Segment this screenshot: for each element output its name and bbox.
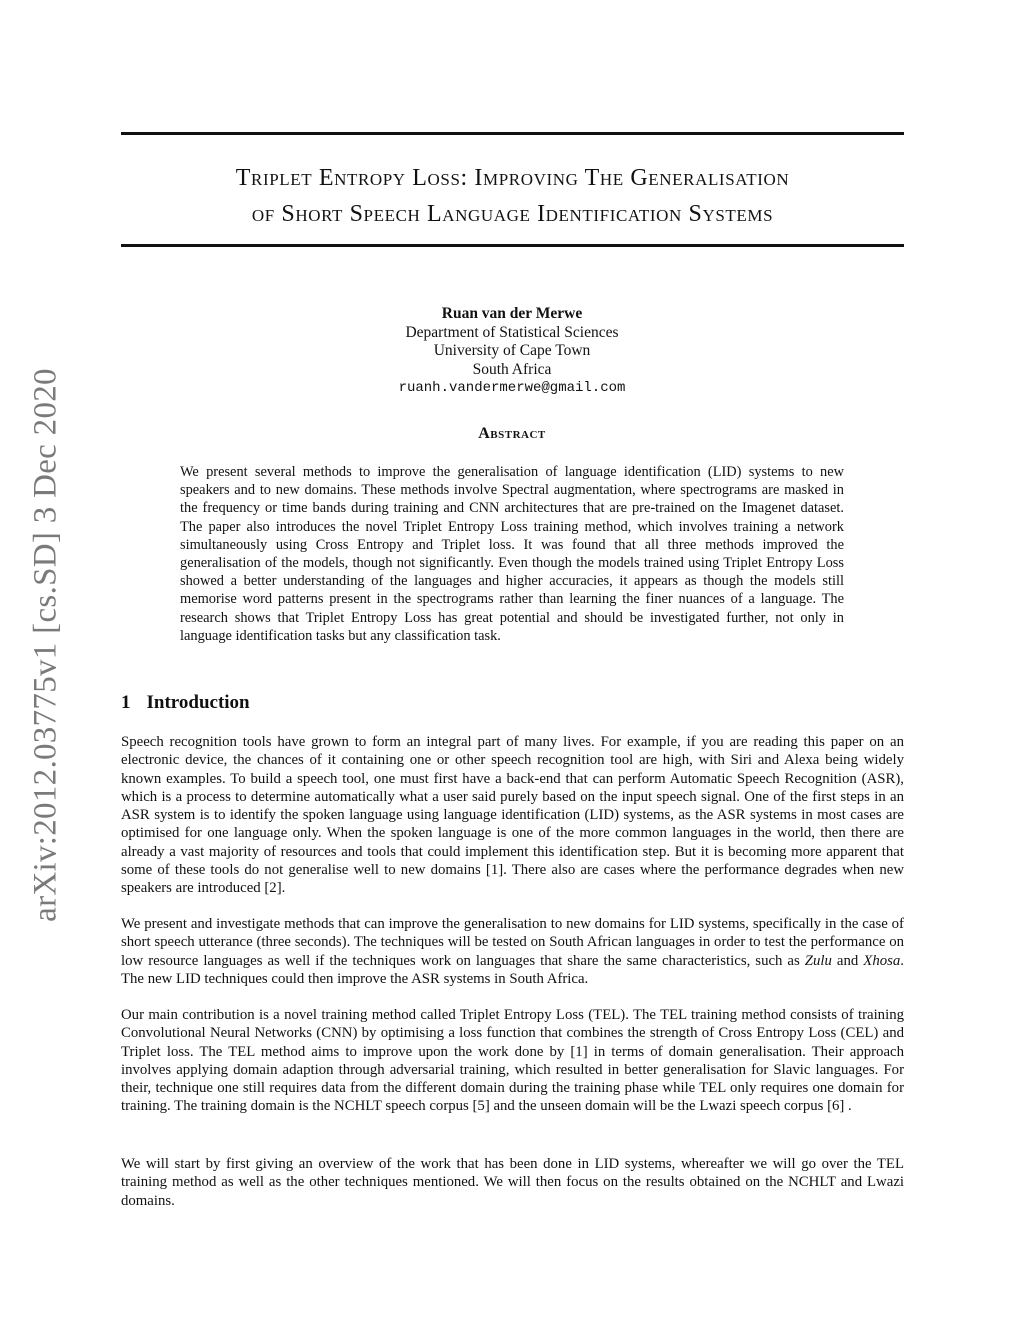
paper-title-line-1: Triplet Entropy Loss: Improving The Generalisation (235, 165, 790, 191)
abstract-heading: Abstract (478, 425, 546, 442)
section-title: Introduction (146, 692, 250, 713)
section-number: 1 (121, 692, 131, 713)
author-university: University of Cape Town (433, 342, 591, 359)
author-email[interactable]: ruanh.vandermerwe@gmail.com (398, 380, 626, 396)
intro-paragraph-1: Speech recognition tools have grown to form an integral part of many lives. For example, if you are reading this paper on an electronic device, the chances of it containing one or other speech recognition tool are high, with Siri and Alexa being widely known examples. To build a speech tool, one must first have a back-end that can perform Automatic Speech Recognition (ASR), which is a process to determine automatically what a user said purely based on the input speech signal. One of the first steps in an ASR system is to identify the spoken language using language identification (LID) systems, as the ASR systems in most cases are optimised for one language only. When the spoken language is one of the more common languages in the world, then there are already a vast majority of resources and tools that could implement this identification step. But it is becoming more apparent that some of these tools do not generalise well to new domains [1]. There also are cases where the performance degrades when new speakers are introduced [2]. (121, 734, 904, 897)
abstract-text: We present several methods to improve the generalisation of language identification (LID) systems to new speakers and to new domains. These methods involve Spectral augmentation, where spectrograms are masked in the frequency or time bands during training and CNN architectures that are pre-trained on the Imagenet dataset. The paper also introduces the novel Triplet Entropy Loss training method, which involves training a network simultaneously using Cross Entropy and Triplet loss. It was found that all three methods improved the generalisation of the models, though not significantly. Even though the models trained using Triplet Entropy Loss showed a better understanding of the languages and higher accuracies, it appears as though the models still memorise word patterns present in the spectrograms rather than learning the finer nuances of a language. The research shows that Triplet Entropy Loss has great potential and should be investigated further, not only in language identification tasks but any classification task. (180, 464, 844, 644)
title-top-rule (121, 132, 904, 135)
section-heading-introduction (121, 692, 250, 714)
title-bottom-rule (121, 244, 904, 247)
author-country: South Africa (472, 360, 552, 378)
arxiv-identifier-text: arXiv:2012.03775v1 [cs.SD] 3 Dec 2020 (27, 368, 64, 922)
author-name: Ruan van der Merwe (441, 305, 583, 322)
language-xhosa: Xhosa (863, 952, 901, 969)
author-department: Department of Statistical Sciences (405, 323, 619, 341)
language-zulu: Zulu (804, 952, 832, 969)
intro-paragraph-4: We will start by first giving an overview of the work that has been done in LID systems, whereafter we will go over the TEL training method as well as the other techniques mentioned. We will then focus on the results obtained on the NCHLT and Lwazi domains. (121, 1156, 904, 1209)
paper-title-line-2: of Short Speech Language Identification Systems (251, 201, 774, 227)
intro-paragraph-3: Our main contribution is a novel training method called Triplet Entropy Loss (TEL). The TEL training method consists of training Convolutional Neural Networks (CNN) by optimising a loss function that combines the strength of Cross Entropy Loss (CEL) and Triplet loss. The TEL method aims to improve upon the work done by [1] in terms of domain generalisation. Their approach involves applying domain adaption through adversarial training, which resulted in better generalisation for Slavic languages. For their, technique one still requires data from the different domain during the training phase while TEL only requires one domain for training. The training domain is the NCHLT speech corpus [5] and the unseen domain will be the Lwazi speech corpus [6] . (121, 1007, 904, 1115)
intro-paragraph-2-conjunction: and (831, 952, 864, 969)
paper-title (121, 160, 904, 232)
intro-paragraph-2 (121, 915, 904, 988)
intro-paragraph-2-part-a: We present and investigate methods that can improve the generalisation to new domains for LID systems, specifically in the case of short speech utterance (three seconds). The techniques will be tested on South African languages in order to test the performance on low resource languages as well if the techniques work on languages that share the same characteristics, such as (121, 916, 904, 969)
author-block (312, 305, 712, 398)
intro-paragraph-2-part-b: . The new LID techniques could then improve the ASR systems in South Africa. (121, 952, 904, 987)
